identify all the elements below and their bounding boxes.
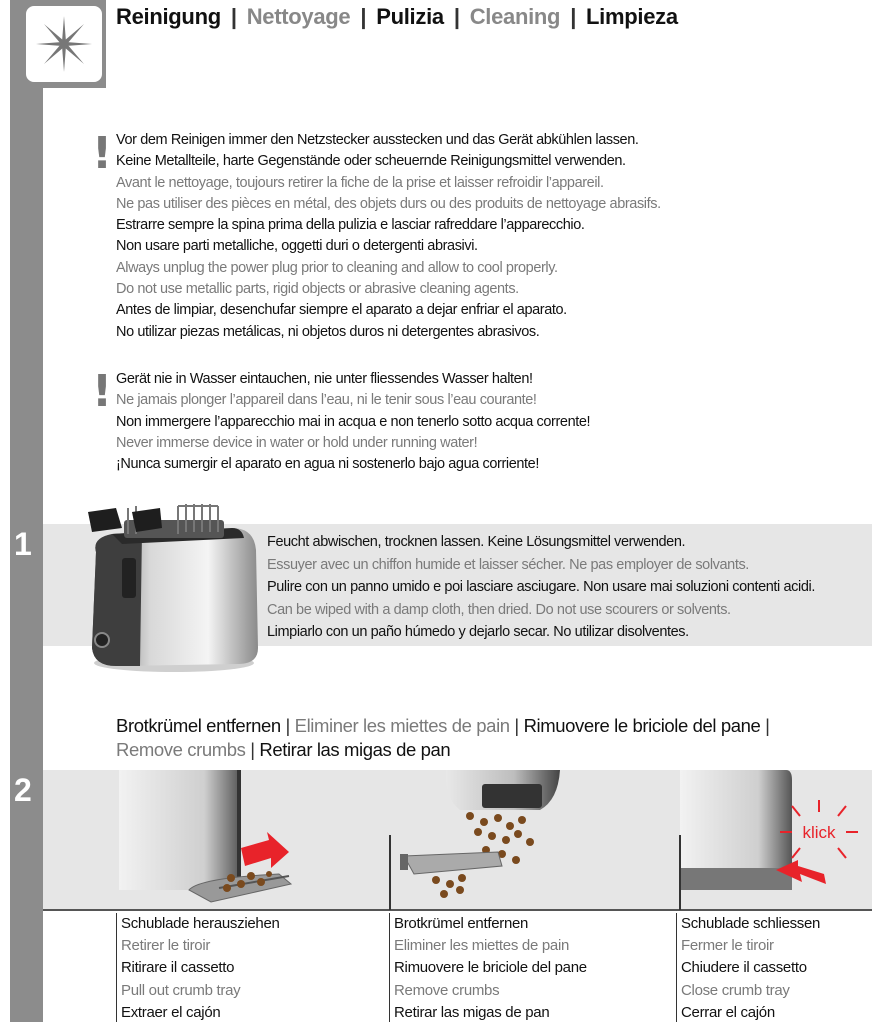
toaster-illustration [82, 498, 262, 676]
col-line: Rimuovere le briciole del pane [394, 959, 587, 977]
step2-title: Brotkrümel entfernen | Eliminer les miettes de pain | Rimuovere le briciole del pane | Remove crumbs | Retirar las migas de pan [116, 715, 770, 760]
star-burst-icon [34, 14, 94, 74]
step1-line: Can be wiped with a damp cloth, then dried. Do not use scourers or solvents. [267, 601, 731, 618]
col-line: Extraer el cajón [121, 1003, 221, 1021]
step1-line: Feucht abwischen, trocknen lassen. Keine Lösungsmittel verwenden. [267, 534, 686, 550]
title-de: Reinigung [116, 4, 221, 29]
step2-title-fr: Eliminer les miettes de pain [294, 715, 510, 736]
column-divider [679, 835, 681, 910]
warning-line: Ne pas utiliser des pièces en métal, des objets durs ou des produits de nettoyage abrasifs. [116, 195, 661, 212]
step-number-1: 1 [14, 526, 32, 562]
exclamation-icon: ! [92, 128, 113, 179]
warning-line: Antes de limpiar, desenchufar siempre el aparato a dejar enfriar el aparato. [116, 302, 567, 319]
step2-title-en: Remove crumbs [116, 738, 246, 760]
step-number-2: 2 [14, 772, 32, 808]
col-line: Eliminer les miettes de pain [394, 937, 570, 955]
exclamation-icon: ! [92, 366, 113, 417]
divider-line [43, 909, 872, 911]
col-line: Fermer le tiroir [681, 937, 774, 955]
step1-line: Limpiarlo con un paño húmedo y dejarlo secar. No utilizar disolventes. [267, 624, 689, 640]
close-tray-illustration [680, 770, 872, 910]
step1-instructions [267, 531, 815, 644]
warning-line: Do not use metallic parts, rigid objects or abrasive cleaning agents. [116, 281, 519, 298]
left-sidebar-bar [10, 0, 43, 1022]
step2-title-it: Rimuovere le briciole del pane [523, 715, 761, 736]
page-title: Reinigung | Nettoyage | Pulizia | Cleaning | Limpieza [116, 4, 678, 29]
warning-line: Avant le nettoyage, toujours retirer la fiche de la prise et laisser refroidir l’appareil. [116, 174, 604, 191]
step2-title-es: Retirar las migas de pan [259, 738, 451, 760]
warning-line: Vor dem Reinigen immer den Netzstecker ausstecken und das Gerät abkühlen lassen. [116, 132, 639, 148]
logo [26, 6, 102, 82]
step2-column-pull-out [116, 913, 280, 1022]
col-line: Cerrar el cajón [681, 1003, 775, 1021]
col-line: Schublade schliessen [681, 915, 821, 932]
pull-out-tray-illustration [119, 770, 389, 910]
title-fr: Nettoyage [246, 4, 351, 29]
col-line: Pull out crumb tray [121, 981, 241, 999]
title-it: Pulizia [376, 4, 444, 29]
klick-label: klick [802, 823, 836, 842]
col-line: Remove crumbs [394, 981, 500, 999]
step2-title-de: Brotkrümel entfernen [116, 715, 281, 736]
warning-line: Never immerse device in water or hold under running water! [116, 434, 478, 451]
warning-line: ¡Nunca sumergir el aparato en agua ni sostenerlo bajo agua corriente! [116, 456, 539, 473]
warning-line: No utilizar piezas metálicas, ni objetos duros ni detergentes abrasivos. [116, 323, 540, 340]
warning-line: Always unplug the power plug prior to cleaning and allow to cool properly. [116, 259, 558, 276]
col-line: Ritirare il cassetto [121, 959, 235, 977]
column-divider [389, 835, 391, 910]
remove-crumbs-illustration [390, 770, 680, 910]
col-line: Schublade herausziehen [121, 915, 280, 932]
col-line: Close crumb tray [681, 981, 790, 999]
warning-line: Ne jamais plonger l’appareil dans l’eau, ni le tenir sous l’eau courante! [116, 392, 537, 409]
warning-line: Non usare parti metalliche, oggetti duri o detergenti abrasivi. [116, 238, 478, 255]
col-line: Brotkrümel entfernen [394, 915, 529, 932]
warning-water [116, 369, 590, 475]
col-line: Retirer le tiroir [121, 937, 211, 955]
warning-line: Gerät nie in Wasser eintauchen, nie unter fliessendes Wasser halten! [116, 371, 533, 387]
warning-unplug [116, 130, 661, 343]
step1-line: Essuyer avec un chiffon humide et laisser sécher. Ne pas employer de solvants. [267, 556, 749, 573]
warning-line: Non immergere l’apparecchio mai in acqua e non tenerlo sotto acqua corrente! [116, 413, 591, 430]
title-es: Limpieza [586, 4, 678, 29]
col-line: Retirar las migas de pan [394, 1003, 550, 1021]
step1-line: Pulire con un panno umido e poi lasciare asciugare. Non usare mai soluzioni contenti acidi. [267, 579, 815, 595]
warning-line: Estrarre sempre la spina prima della pulizia e lasciar rafreddare l’apparecchio. [116, 217, 585, 234]
title-en: Cleaning [469, 4, 561, 29]
warning-line: Keine Metallteile, harte Gegenstände oder scheuernde Reinigungsmittel verwenden. [116, 153, 626, 170]
col-line: Chiudere il cassetto [681, 959, 807, 977]
step2-column-close [676, 913, 820, 1022]
step2-column-remove [389, 913, 587, 1022]
